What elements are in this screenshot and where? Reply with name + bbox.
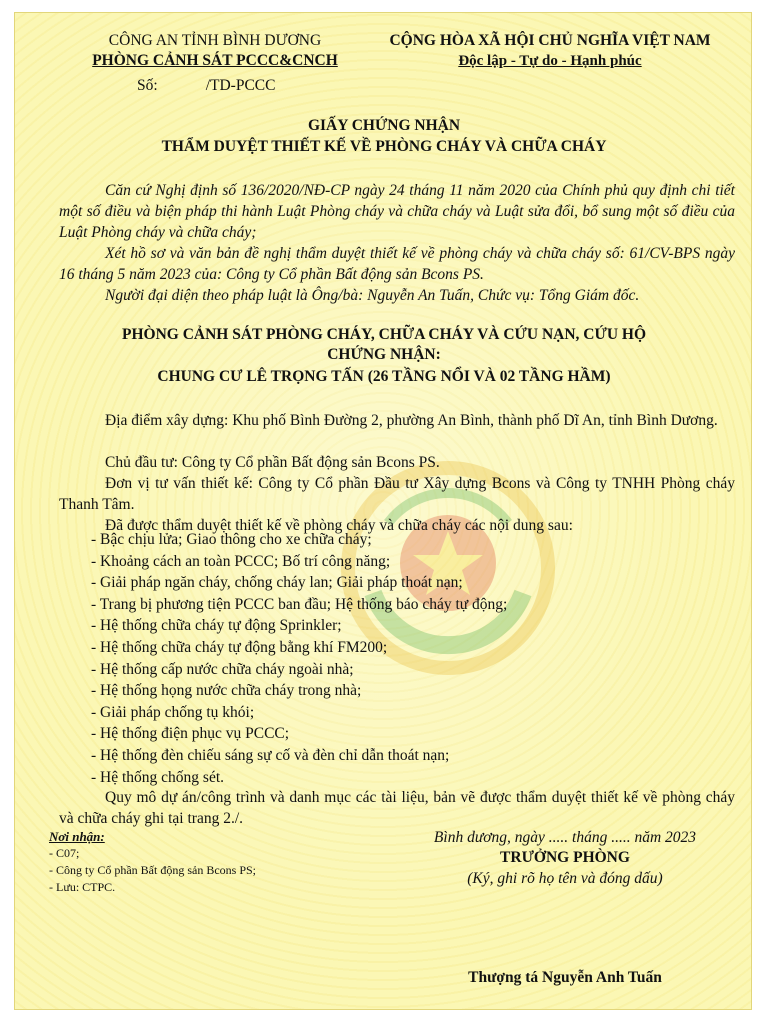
national-header (375, 31, 725, 71)
preamble-dossier: Xét hồ sơ và văn bản đề nghị thẩm duyệt thiết kế về phòng cháy và chữa cháy số: 61/CV-BPS ngày 16 tháng 5 năm 2023 của: Công ty Cổ phần Bất động sản Bcons PS. (59, 245, 735, 283)
design-consultant: Đơn vị tư vấn thiết kế: Công ty Cổ phần Đầu tư Xây dựng Bcons và Công ty TNHH Phòng cháy Thanh Tâm. (59, 475, 735, 513)
recipients-heading: Nơi nhận: (49, 829, 105, 844)
recipient-item: - C07; (49, 846, 80, 860)
approved-intro: Đã được thẩm duyệt thiết kế về phòng cháy và chữa cháy các nội dung sau: (105, 517, 573, 534)
approved-items-list (91, 529, 507, 788)
national-motto: Độc lập - Tự do - Hạnh phúc (458, 53, 642, 69)
certify-label: CHỨNG NHẬN: (327, 346, 441, 363)
construction-location: Địa điểm xây dựng: Khu phố Bình Đường 2, phường An Bình, thành phố Dĩ An, tỉnh Bình Dương. (105, 412, 718, 429)
list-item: - Giải pháp chống tụ khói; (91, 703, 255, 721)
list-item: - Bậc chịu lửa; Giao thông cho xe chữa cháy; (91, 531, 372, 548)
list-item: - Hệ thống chữa cháy tự động Sprinkler; (91, 617, 342, 635)
signing-instruction: (Ký, ghi rõ họ tên và đóng dấu) (467, 870, 663, 887)
list-item: - Giải pháp ngăn cháy, chống cháy lan; Giải pháp thoát nạn; (91, 574, 463, 592)
project-investor: Chủ đầu tư: Công ty Cổ phần Bất động sản Bcons PS. (105, 454, 440, 471)
document-number (137, 77, 275, 95)
preamble-representative: Người đại diện theo pháp luật là Ông/bà: Nguyễn An Tuấn, Chức vụ: Tổng Giám đốc. (105, 287, 640, 304)
certificate-subtitle: THẨM DUYỆT THIẾT KẾ VỀ PHÒNG CHÁY VÀ CHỮA CHÁY (161, 138, 607, 155)
project-scope: Quy mô dự án/công trình và danh mục các tài liệu, bản vẽ được thẩm duyệt thiết kế về phòng cháy và chữa cháy ghi tại trang 2./. (59, 789, 735, 827)
list-item: - Trang bị phương tiện PCCC ban đầu; Hệ thống báo cháy tự động; (91, 595, 508, 613)
list-item: - Hệ thống cấp nước chữa cháy ngoài nhà; (91, 660, 354, 678)
signing-date: Bình dương, ngày ..... tháng ..... năm 2023 (433, 829, 697, 846)
agency-header (55, 31, 375, 71)
list-item: - Hệ thống điện phục vụ PCCC; (91, 725, 290, 743)
list-item: - Khoảng cách an toàn PCCC; Bố trí công năng; (91, 552, 391, 570)
signer-position: TRƯỞNG PHÒNG (500, 849, 630, 866)
list-item: - Hệ thống họng nước chữa cháy trong nhà; (91, 682, 362, 700)
list-item: - Hệ thống chữa cháy tự động bằng khí FM200; (91, 638, 388, 656)
certify-authority: PHÒNG CẢNH SÁT PHÒNG CHÁY, CHỮA CHÁY VÀ CỨU NẠN, CỨU HỘ (122, 326, 646, 343)
certificate-page (14, 12, 752, 1010)
certificate-title: GIẤY CHỨNG NHẬN (307, 117, 461, 134)
list-item: - Hệ thống đèn chiếu sáng sự cố và đèn chỉ dẫn thoát nạn; (91, 746, 450, 764)
recipient-item: - Công ty Cổ phần Bất động sản Bcons PS; (49, 863, 257, 877)
country-name: CỘNG HÒA XÃ HỘI CHỦ NGHĨA VIỆT NAM (389, 32, 711, 49)
agency-line-1: CÔNG AN TỈNH BÌNH DƯƠNG (108, 32, 322, 49)
recipients-block (49, 828, 256, 896)
project-name: CHUNG CƯ LÊ TRỌNG TẤN (26 TẦNG NỔI VÀ 02 TẦNG HẦM) (157, 368, 611, 385)
agency-line-2: PHÒNG CẢNH SÁT PCCC&CNCH (92, 52, 338, 69)
preamble-decree: Căn cứ Nghị định số 136/2020/NĐ-CP ngày 24 tháng 11 năm 2020 của Chính phủ quy định chi tiết một số điều và biện pháp thi hành Luật Phòng cháy và chữa cháy và Luật sửa đổi, bổ sung một số điều của Luật Phòng cháy và chữa cháy; (59, 182, 735, 241)
number-label: Số: (137, 77, 158, 94)
recipient-item: - Lưu: CTPC. (49, 880, 116, 894)
list-item: - Hệ thống chống sét. (91, 768, 225, 786)
signer-name: Thượng tá Nguyễn Anh Tuấn (468, 969, 662, 986)
number-value: /TD-PCCC (205, 77, 276, 94)
